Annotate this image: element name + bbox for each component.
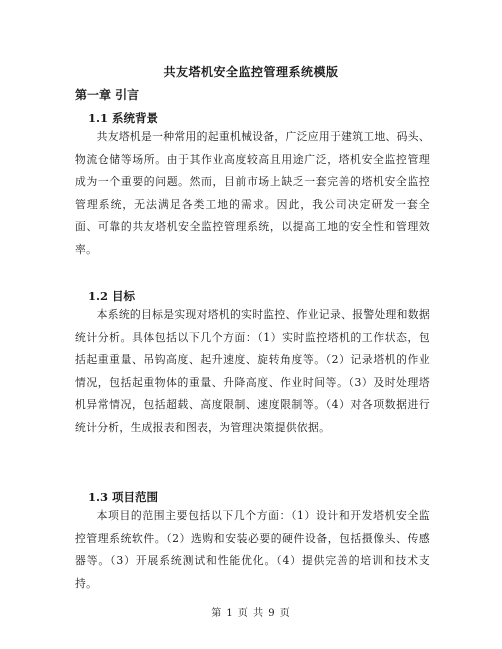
section-heading-background: 1.1 系统背景: [88, 111, 159, 125]
chapter-heading: 第一章 引言: [75, 88, 140, 102]
section-heading-scope: 1.3 项目范围: [88, 490, 159, 504]
section-paragraph-goals: 本系统的目标是实现对塔机的实时监控、作业记录、报警处理和数据统计分析。具体包括以下几个方面：（1）实时监控塔机的工作状态，包括起重重量、吊钩高度、起升速度、旋转角度等。（2）记录塔机的作业情况，包括起重物体的重量、升降高度、作业时间等。（3）及时处理塔机异常情况，包括超载、高度限制、速度限制等。（4）对各项数据进行统计分析，生成报表和图表，为管理决策提供依据。: [75, 308, 430, 434]
section-heading-goals: 1.2 目标: [88, 289, 136, 303]
section-paragraph-background: 共友塔机是一种常用的起重机械设备，广泛应用于建筑工地、码头、物流仓储等场所。由于其作业高度较高且用途广泛，塔机安全监控管理成为一个重要的问题。然而，目前市场上缺乏一套完善的塔机安全监控管理系统，无法满足各类工地的需求。因此，我公司决定研发一套全面、可靠的共友塔机安全监控管理系统，以提高工地的安全性和管理效率。: [75, 130, 430, 256]
section-paragraph-scope: 本项目的范围主要包括以下几个方面：（1）设计和开发塔机安全监控管理系统软件。（2）选购和安装必要的硬件设备，包括摄像头、传感器等。（3）开展系统测试和性能优化。（4）提供完善的培训和技术支持。: [75, 509, 430, 590]
document-title: 共友塔机安全监控管理系统模版: [163, 65, 339, 79]
page-footer: 第 1 页 共 9 页: [211, 608, 291, 619]
